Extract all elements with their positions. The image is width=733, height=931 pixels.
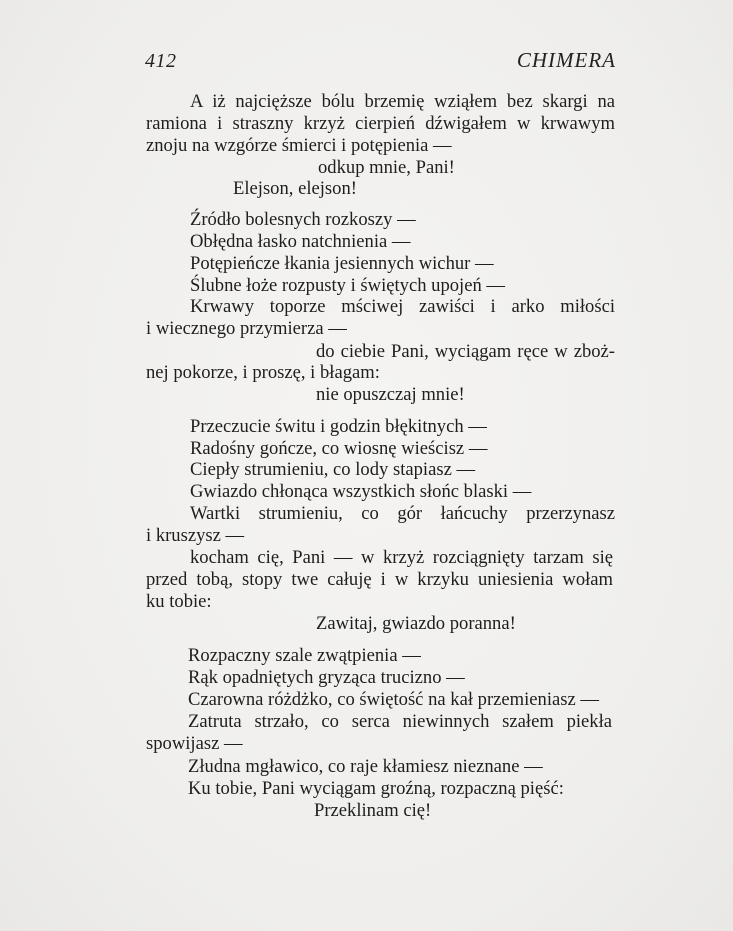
text-line: Czarowna różdżko, co świętość na kał przemieniasz — [188,689,599,710]
text-line: nie opuszczaj mnie! [316,384,465,405]
text-line: Krwawy toporze mściwej zawiści i arko miłości [190,296,615,317]
text-line: Zawitaj, gwiazdo poranna! [316,613,516,634]
text-line: odkup mnie, Pani! [318,157,455,178]
text-line: Złudna mgławico, co raje kłamiesz nieznane — [188,756,543,777]
text-line: spowijasz — [146,733,243,754]
text-line: nej pokorze, i proszę, i błagam: [146,362,380,383]
text-line: kocham cię, Pani — w krzyż rozciągnięty tarzam się [190,547,613,568]
page-number: 412 [145,50,177,72]
text-line: Elejson, elejson! [233,178,357,199]
text-line: Radośny gończe, co wiosnę wieścisz — [190,438,488,459]
text-line: Gwiazdo chłonąca wszystkich słońc blaski — [190,481,532,502]
text-line: A iż najcięższe bólu brzemię wziąłem bez skargi na [190,91,615,112]
text-line: Źródło bolesnych rozkoszy — [190,209,416,230]
text-line: ramiona i straszny krzyż cierpień dźwigałem w krwawym [146,113,615,134]
text-line: i kruszysz — [146,525,245,546]
text-line: Przeczucie świtu i godzin błękitnych — [190,416,487,437]
text-line: przed tobą, stopy twe całuję i w krzyku uniesienia wołam [146,569,613,590]
text-line: Ślubne łoże rozpusty i świętych upojeń — [190,275,506,296]
text-line: i wiecznego przymierza — [146,318,347,339]
text-line: Zatruta strzało, co serca niewinnych szałem piekła [188,711,612,732]
text-line: Ciepły strumieniu, co lody stapiasz — [190,459,476,480]
text-line: znoju na wzgórze śmierci i potępienia — [146,135,452,156]
text-line: Rąk opadniętych gryząca trucizno — [188,667,465,688]
text-line: Potępieńcze łkania jesiennych wichur — [190,253,494,274]
text-line: do ciebie Pani, wyciągam ręce w zboż- [316,341,615,362]
text-line: Obłędna łasko natchnienia — [190,231,411,252]
running-title: CHIMERA [516,48,616,72]
text-line: Ku tobie, Pani wyciągam groźną, rozpaczną pięść: [188,778,564,799]
text-line: Przeklinam cię! [314,800,432,821]
text-line: Rozpaczny szale zwątpienia — [188,645,421,666]
text-line: ku tobie: [146,591,212,612]
text-line: Wartki strumieniu, co gór łańcuchy przerzynasz [190,503,615,524]
